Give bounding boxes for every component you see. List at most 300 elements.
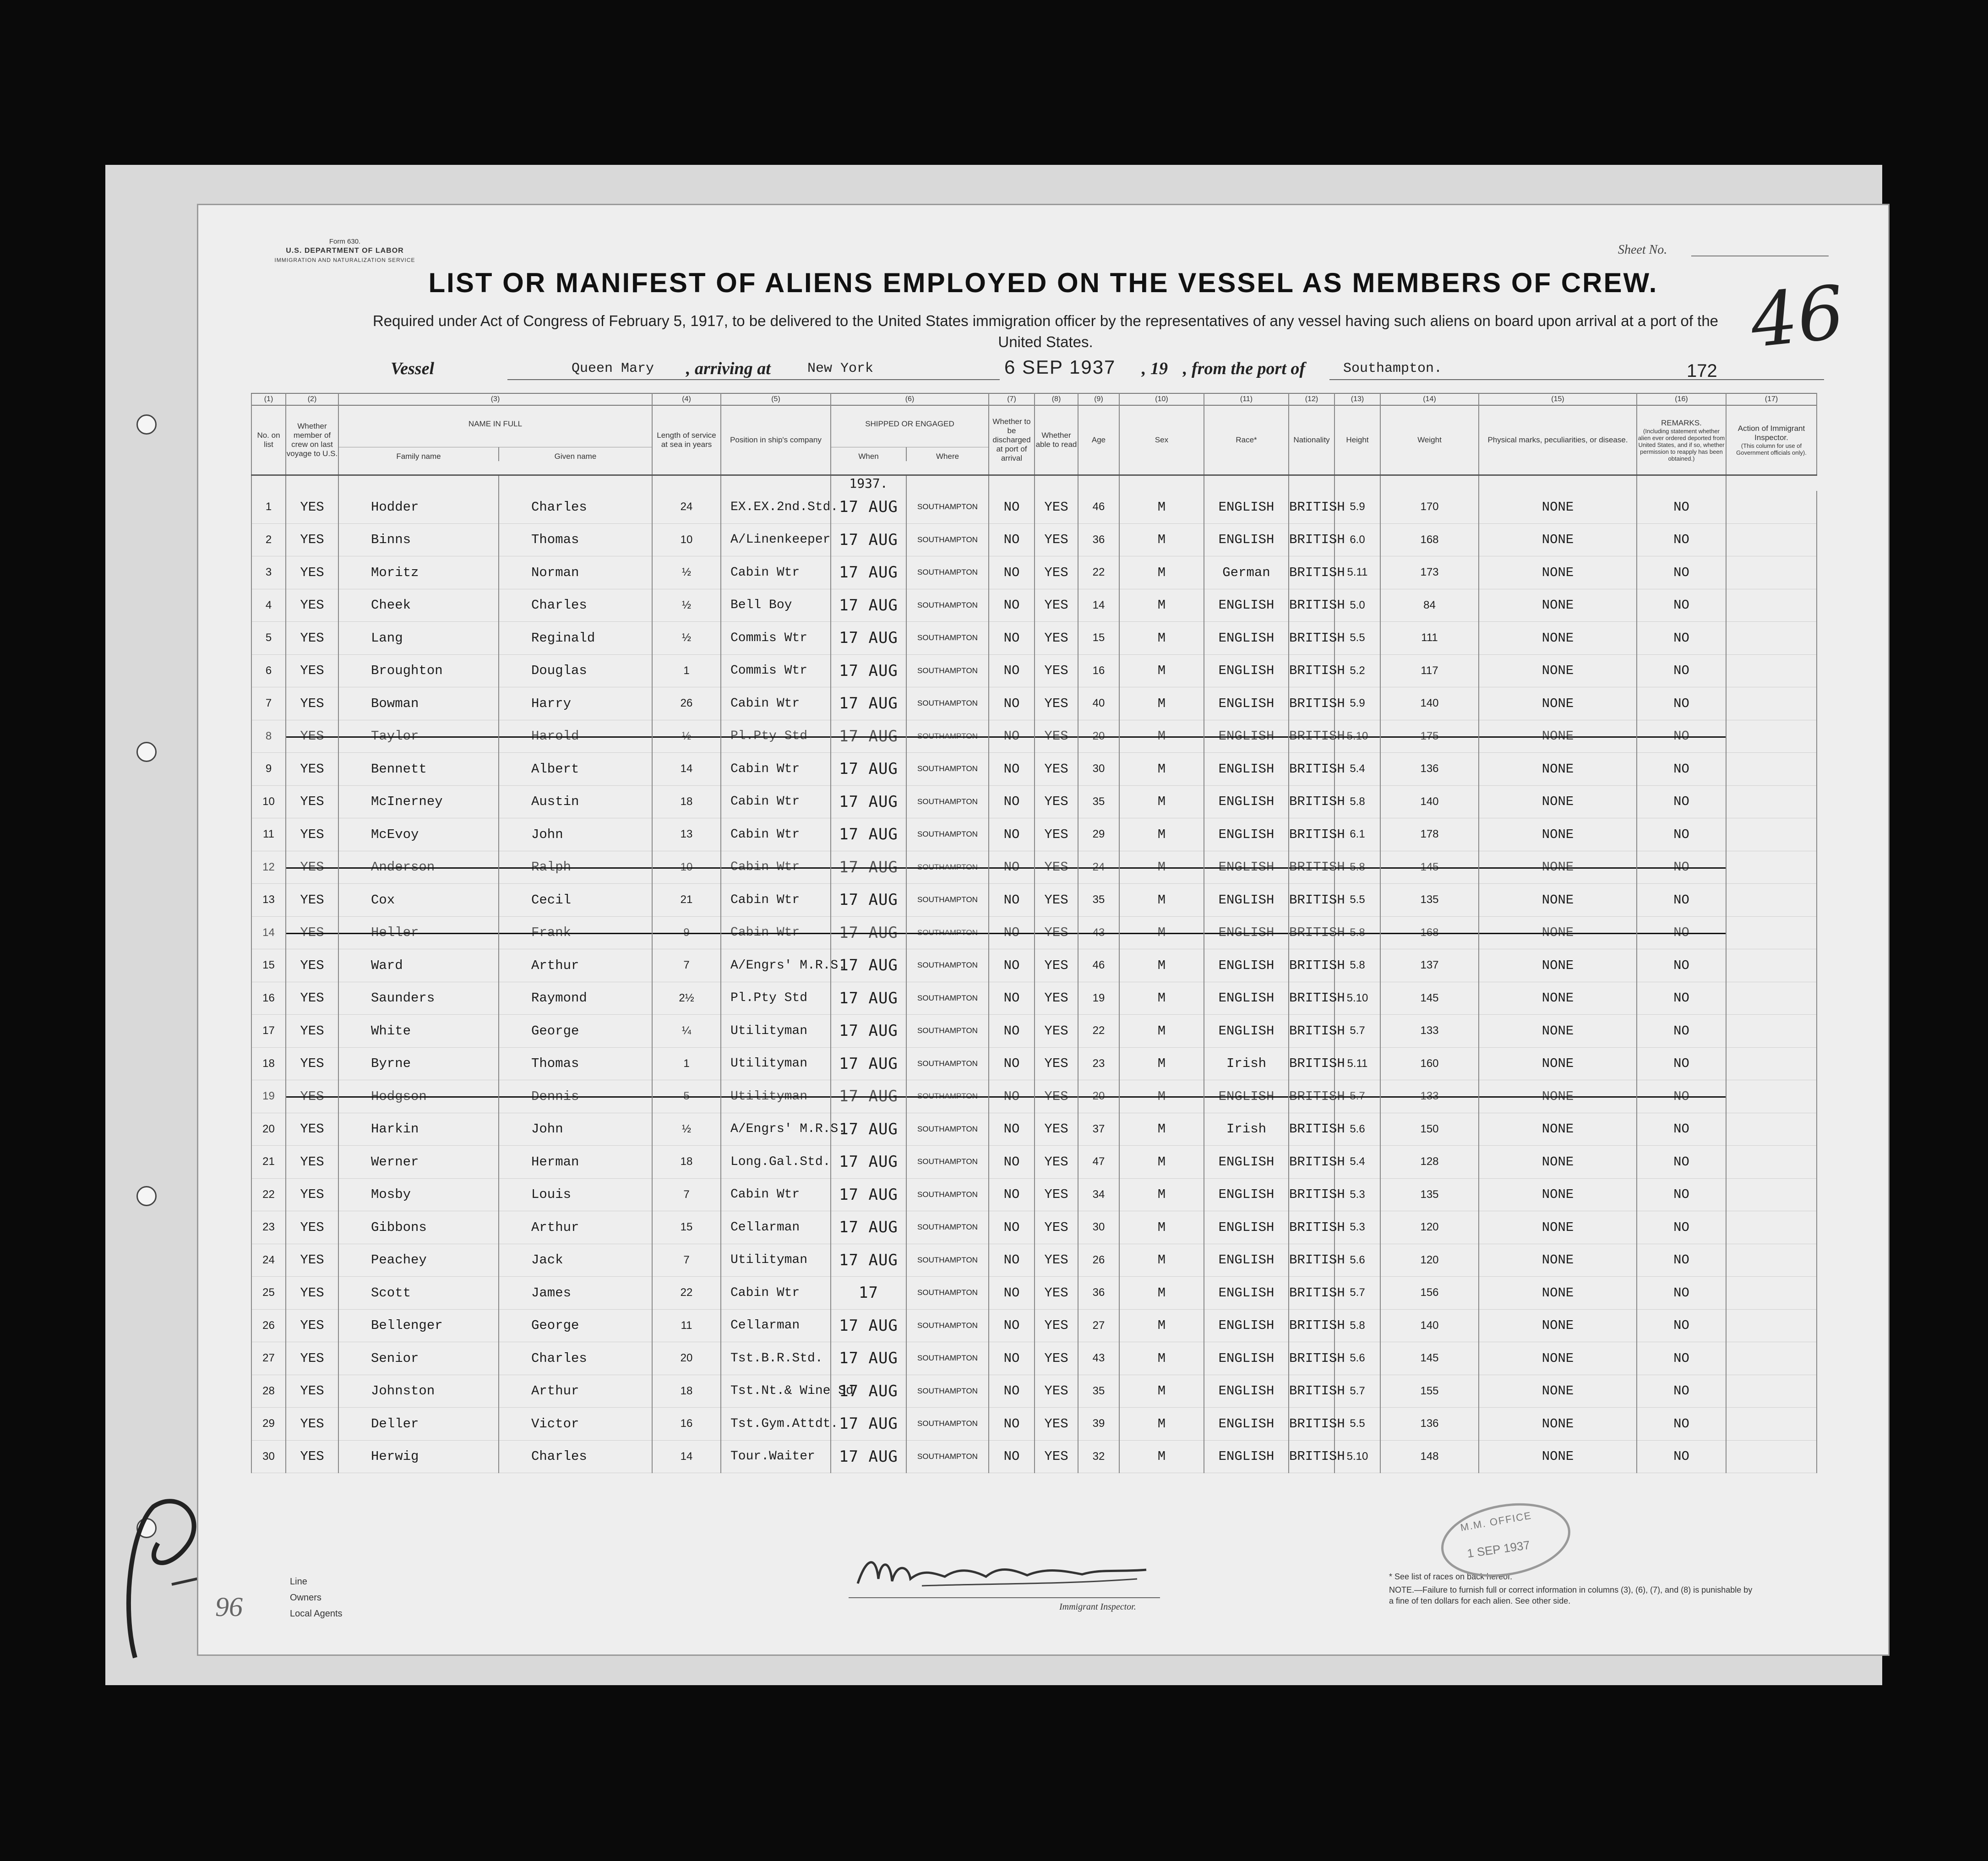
remarks-cell: NO xyxy=(1637,556,1726,589)
header-able-to-read: Whether able to read xyxy=(1035,405,1078,475)
height-cell: 5.3 xyxy=(1334,1178,1380,1211)
row-number-cell: 4 xyxy=(251,589,286,622)
race-cell: ENGLISH xyxy=(1204,1277,1289,1310)
family-name-cell: Peachey xyxy=(338,1244,499,1277)
position-cell: Utilityman xyxy=(721,1244,831,1277)
nationality-cell: BRITISH xyxy=(1289,884,1334,917)
weight-cell: 160 xyxy=(1380,1047,1479,1080)
sex-cell: M xyxy=(1119,851,1204,884)
height-cell: 5.8 xyxy=(1334,1309,1380,1342)
service-years-cell: ½ xyxy=(652,589,721,622)
given-name-cell: Arthur xyxy=(499,1211,652,1244)
position-cell: Commis Wtr xyxy=(721,654,831,687)
family-name-cell: Cox xyxy=(338,884,499,917)
discharged-cell: NO xyxy=(989,1408,1035,1441)
member-last-voyage-cell: YES xyxy=(286,1015,338,1048)
arrival-port-field xyxy=(807,361,1000,380)
given-name-cell: Raymond xyxy=(499,982,652,1015)
office-stamp-date: 1 SEP 1937 xyxy=(1466,1538,1531,1561)
member-last-voyage-cell: YES xyxy=(286,556,338,589)
weight-cell: 150 xyxy=(1380,1113,1479,1146)
height-cell: 5.10 xyxy=(1334,1440,1380,1473)
nationality-cell: BRITISH xyxy=(1289,589,1334,622)
weight-cell: 175 xyxy=(1380,720,1479,753)
race-cell: ENGLISH xyxy=(1204,1309,1289,1342)
age-cell: 43 xyxy=(1078,1342,1119,1375)
age-cell: 24 xyxy=(1078,851,1119,884)
remarks-cell: NO xyxy=(1637,523,1726,556)
discharged-cell: NO xyxy=(989,1211,1035,1244)
member-last-voyage-cell: YES xyxy=(286,1047,338,1080)
physical-marks-cell: NONE xyxy=(1479,949,1637,982)
height-cell: 6.0 xyxy=(1334,523,1380,556)
race-cell: ENGLISH xyxy=(1204,884,1289,917)
age-cell: 43 xyxy=(1078,916,1119,949)
member-last-voyage-cell: YES xyxy=(286,785,338,818)
shipped-where-cell: SOUTHAMPTON xyxy=(906,1113,989,1146)
sex-cell: M xyxy=(1119,556,1204,589)
shipped-when-cell: 17 AUG xyxy=(831,884,906,917)
remarks-cell: NO xyxy=(1637,1408,1726,1441)
table-row xyxy=(251,622,1817,655)
header-remarks-note: (Including statement whether alien ever ordered deported from United States, and if so, whether permission to reapply has been obtained.) xyxy=(1638,427,1725,462)
row-number-cell: 22 xyxy=(251,1178,286,1211)
shipped-when-cell: 17 AUG xyxy=(831,1113,906,1146)
race-cell: ENGLISH xyxy=(1204,654,1289,687)
shipped-where-cell: SOUTHAMPTON xyxy=(906,1408,989,1441)
row-number-cell: 29 xyxy=(251,1408,286,1441)
header-age: Age xyxy=(1078,405,1119,475)
shipped-when-cell: 17 AUG xyxy=(831,523,906,556)
age-cell: 39 xyxy=(1078,1408,1119,1441)
service-years-cell: 1 xyxy=(652,1047,721,1080)
race-cell: ENGLISH xyxy=(1204,1146,1289,1179)
inspector-action-cell xyxy=(1726,491,1817,523)
given-name-cell: Douglas xyxy=(499,654,652,687)
shipped-where-cell: SOUTHAMPTON xyxy=(906,785,989,818)
given-name-cell: Charles xyxy=(499,491,652,523)
year-heading: 1937. xyxy=(831,475,906,491)
service-years-cell: 7 xyxy=(652,1244,721,1277)
height-cell: 5.4 xyxy=(1334,1146,1380,1179)
family-name-cell: White xyxy=(338,1015,499,1048)
physical-marks-cell: NONE xyxy=(1479,884,1637,917)
shipped-where-cell: SOUTHAMPTON xyxy=(906,949,989,982)
row-number-cell: 13 xyxy=(251,884,286,917)
member-last-voyage-cell: YES xyxy=(286,753,338,786)
remarks-cell: NO xyxy=(1637,1047,1726,1080)
age-cell: 46 xyxy=(1078,491,1119,523)
nationality-cell: BRITISH xyxy=(1289,1342,1334,1375)
nationality-cell: BRITISH xyxy=(1289,1080,1334,1113)
able-to-read-cell: YES xyxy=(1035,1146,1078,1179)
table-row xyxy=(251,687,1817,720)
table-row xyxy=(251,720,1817,753)
table-row xyxy=(251,1211,1817,1244)
inspector-caption: Immigrant Inspector. xyxy=(1059,1602,1136,1612)
service-years-cell: 24 xyxy=(652,491,721,523)
given-name-cell: Harry xyxy=(499,687,652,720)
column-number: (7) xyxy=(989,393,1035,405)
inspector-action-cell xyxy=(1726,1113,1817,1146)
shipped-where-cell: SOUTHAMPTON xyxy=(906,884,989,917)
inspector-action-cell xyxy=(1726,1309,1817,1342)
position-cell: Cabin Wtr xyxy=(721,556,831,589)
inspector-action-cell xyxy=(1726,1047,1817,1080)
inspector-action-cell xyxy=(1726,687,1817,720)
handwritten-sheet-number: 46 xyxy=(1746,269,1848,365)
height-cell: 5.6 xyxy=(1334,1342,1380,1375)
inspector-action-cell xyxy=(1726,753,1817,786)
header-shipped-or-engaged xyxy=(831,405,989,475)
nationality-cell: BRITISH xyxy=(1289,687,1334,720)
nationality-cell: BRITISH xyxy=(1289,851,1334,884)
nationality-cell: BRITISH xyxy=(1289,1178,1334,1211)
table-row xyxy=(251,753,1817,786)
sex-cell: M xyxy=(1119,1047,1204,1080)
service-years-cell: 7 xyxy=(652,949,721,982)
family-name-cell: Cheek xyxy=(338,589,499,622)
punch-hole-icon xyxy=(136,1186,157,1206)
position-cell: Cabin Wtr xyxy=(721,818,831,851)
family-name-cell: Harkin xyxy=(338,1113,499,1146)
age-cell: 22 xyxy=(1078,1015,1119,1048)
member-last-voyage-cell: YES xyxy=(286,687,338,720)
race-cell: ENGLISH xyxy=(1204,785,1289,818)
row-number-cell: 2 xyxy=(251,523,286,556)
departure-port-field xyxy=(1329,361,1824,380)
physical-marks-cell: NONE xyxy=(1479,1342,1637,1375)
family-name-cell: Heller xyxy=(338,916,499,949)
service-years-cell: 14 xyxy=(652,753,721,786)
table-row xyxy=(251,1342,1817,1375)
inspector-action-cell xyxy=(1726,949,1817,982)
family-name-cell: Scott xyxy=(338,1277,499,1310)
race-cell: ENGLISH xyxy=(1204,1244,1289,1277)
discharged-cell: NO xyxy=(989,523,1035,556)
remarks-cell: NO xyxy=(1637,687,1726,720)
member-last-voyage-cell: YES xyxy=(286,884,338,917)
table-row xyxy=(251,1178,1817,1211)
race-cell: ENGLISH xyxy=(1204,1080,1289,1113)
remarks-cell: NO xyxy=(1637,1080,1726,1113)
header-sex: Sex xyxy=(1119,405,1204,475)
row-number-cell: 30 xyxy=(251,1440,286,1473)
arriving-at-label: , arriving at xyxy=(686,359,771,378)
race-cell: Irish xyxy=(1204,1047,1289,1080)
service-years-cell: 9 xyxy=(652,916,721,949)
member-last-voyage-cell: YES xyxy=(286,982,338,1015)
shipped-where-cell: SOUTHAMPTON xyxy=(906,556,989,589)
remarks-cell: NO xyxy=(1637,1113,1726,1146)
family-name-cell: Mosby xyxy=(338,1178,499,1211)
family-name-cell: Senior xyxy=(338,1342,499,1375)
inspector-action-cell xyxy=(1726,1244,1817,1277)
shipped-where-cell: SOUTHAMPTON xyxy=(906,1342,989,1375)
shipped-when-cell: 17 AUG xyxy=(831,687,906,720)
sex-cell: M xyxy=(1119,1440,1204,1473)
sex-cell: M xyxy=(1119,818,1204,851)
weight-cell: 145 xyxy=(1380,1342,1479,1375)
able-to-read-cell: YES xyxy=(1035,556,1078,589)
sex-cell: M xyxy=(1119,884,1204,917)
table-row xyxy=(251,1375,1817,1408)
table-row xyxy=(251,1015,1817,1048)
service-years-cell: ½ xyxy=(652,1113,721,1146)
remarks-cell: NO xyxy=(1637,785,1726,818)
position-cell: Cellarman xyxy=(721,1211,831,1244)
nationality-cell: BRITISH xyxy=(1289,1375,1334,1408)
discharged-cell: NO xyxy=(989,1342,1035,1375)
weight-cell: 84 xyxy=(1380,589,1479,622)
row-number-cell: 24 xyxy=(251,1244,286,1277)
able-to-read-cell: YES xyxy=(1035,949,1078,982)
position-cell: Pl.Pty Std xyxy=(721,720,831,753)
punch-hole-icon xyxy=(136,742,157,762)
page-number: 172 xyxy=(1687,361,1717,381)
shipped-where-cell: SOUTHAMPTON xyxy=(906,982,989,1015)
member-last-voyage-cell: YES xyxy=(286,1113,338,1146)
height-cell: 5.6 xyxy=(1334,1244,1380,1277)
able-to-read-cell: YES xyxy=(1035,1211,1078,1244)
nationality-cell: BRITISH xyxy=(1289,1015,1334,1048)
service-years-cell: 2½ xyxy=(652,982,721,1015)
inspector-action-cell xyxy=(1726,1277,1817,1310)
service-years-cell: 26 xyxy=(652,687,721,720)
age-cell: 22 xyxy=(1078,556,1119,589)
shipped-where-cell: SOUTHAMPTON xyxy=(906,1015,989,1048)
discharged-cell: NO xyxy=(989,720,1035,753)
sex-cell: M xyxy=(1119,523,1204,556)
service-years-cell: ½ xyxy=(652,622,721,655)
weight-cell: 111 xyxy=(1380,622,1479,655)
owners-label: Owners xyxy=(290,1593,321,1603)
sex-cell: M xyxy=(1119,1244,1204,1277)
nationality-cell: BRITISH xyxy=(1289,720,1334,753)
sex-cell: M xyxy=(1119,982,1204,1015)
sex-cell: M xyxy=(1119,753,1204,786)
inspector-action-cell xyxy=(1726,1146,1817,1179)
column-number: (4) xyxy=(652,393,721,405)
weight-cell: 168 xyxy=(1380,523,1479,556)
nationality-cell: BRITISH xyxy=(1289,1113,1334,1146)
sex-cell: M xyxy=(1119,687,1204,720)
header-given-name: Given name xyxy=(498,447,652,461)
weight-cell: 137 xyxy=(1380,949,1479,982)
position-cell: Cabin Wtr xyxy=(721,916,831,949)
given-name-cell: Charles xyxy=(499,1440,652,1473)
race-cell: ENGLISH xyxy=(1204,1342,1289,1375)
race-cell: ENGLISH xyxy=(1204,818,1289,851)
remarks-cell: NO xyxy=(1637,654,1726,687)
shipped-when-cell: 17 AUG xyxy=(831,622,906,655)
shipped-when-cell: 17 AUG xyxy=(831,1178,906,1211)
position-cell: Cabin Wtr xyxy=(721,851,831,884)
height-cell: 5.7 xyxy=(1334,1375,1380,1408)
race-cell: ENGLISH xyxy=(1204,1440,1289,1473)
sex-cell: M xyxy=(1119,1113,1204,1146)
remarks-cell: NO xyxy=(1637,884,1726,917)
header-remarks xyxy=(1637,405,1726,475)
age-cell: 40 xyxy=(1078,687,1119,720)
able-to-read-cell: YES xyxy=(1035,1113,1078,1146)
service-years-cell: 18 xyxy=(652,1146,721,1179)
discharged-cell: NO xyxy=(989,687,1035,720)
row-number-cell: 1 xyxy=(251,491,286,523)
shipped-when-cell: 17 AUG xyxy=(831,785,906,818)
service-years-cell: 13 xyxy=(652,818,721,851)
header-where: Where xyxy=(906,447,988,461)
shipped-when-cell: 17 AUG xyxy=(831,654,906,687)
member-last-voyage-cell: YES xyxy=(286,818,338,851)
member-last-voyage-cell: YES xyxy=(286,654,338,687)
member-last-voyage-cell: YES xyxy=(286,720,338,753)
shipped-where-cell: SOUTHAMPTON xyxy=(906,818,989,851)
physical-marks-cell: NONE xyxy=(1479,916,1637,949)
remarks-cell: NO xyxy=(1637,589,1726,622)
race-cell: ENGLISH xyxy=(1204,1015,1289,1048)
member-last-voyage-cell: YES xyxy=(286,851,338,884)
age-cell: 15 xyxy=(1078,622,1119,655)
discharged-cell: NO xyxy=(989,1277,1035,1310)
physical-marks-cell: NONE xyxy=(1479,1408,1637,1441)
row-number-cell: 18 xyxy=(251,1047,286,1080)
position-cell: Utilityman xyxy=(721,1080,831,1113)
row-number-cell: 3 xyxy=(251,556,286,589)
age-cell: 16 xyxy=(1078,654,1119,687)
able-to-read-cell: YES xyxy=(1035,1277,1078,1310)
given-name-cell: George xyxy=(499,1015,652,1048)
position-cell: A/Engrs' M.R.S. xyxy=(721,949,831,982)
nationality-cell: BRITISH xyxy=(1289,949,1334,982)
table-row xyxy=(251,1113,1817,1146)
physical-marks-cell: NONE xyxy=(1479,1375,1637,1408)
nationality-cell: BRITISH xyxy=(1289,1408,1334,1441)
able-to-read-cell: YES xyxy=(1035,753,1078,786)
member-last-voyage-cell: YES xyxy=(286,1211,338,1244)
age-cell: 36 xyxy=(1078,1277,1119,1310)
family-name-cell: Herwig xyxy=(338,1440,499,1473)
physical-marks-cell: NONE xyxy=(1479,1015,1637,1048)
physical-marks-cell: NONE xyxy=(1479,720,1637,753)
inspector-action-cell xyxy=(1726,1375,1817,1408)
member-last-voyage-cell: YES xyxy=(286,523,338,556)
weight-cell: 173 xyxy=(1380,556,1479,589)
table-row xyxy=(251,654,1817,687)
given-name-cell: Thomas xyxy=(499,523,652,556)
given-name-cell: Charles xyxy=(499,1342,652,1375)
shipped-where-cell: SOUTHAMPTON xyxy=(906,851,989,884)
age-cell: 14 xyxy=(1078,589,1119,622)
row-number-cell: 8 xyxy=(251,720,286,753)
shipped-when-cell: 17 AUG xyxy=(831,1211,906,1244)
vessel-label: Vessel xyxy=(391,359,434,378)
given-name-cell: Austin xyxy=(499,785,652,818)
age-cell: 26 xyxy=(1078,1244,1119,1277)
discharged-cell: NO xyxy=(989,818,1035,851)
member-last-voyage-cell: YES xyxy=(286,1408,338,1441)
shipped-when-cell: 17 xyxy=(831,1277,906,1310)
given-name-cell: George xyxy=(499,1309,652,1342)
given-name-cell: Harold xyxy=(499,720,652,753)
height-cell: 5.7 xyxy=(1334,1015,1380,1048)
nationality-cell: BRITISH xyxy=(1289,916,1334,949)
row-number-cell: 15 xyxy=(251,949,286,982)
age-cell: 29 xyxy=(1078,818,1119,851)
physical-marks-cell: NONE xyxy=(1479,1178,1637,1211)
column-number: (15) xyxy=(1479,393,1637,405)
position-cell: Tour.Waiter xyxy=(721,1440,831,1473)
discharged-cell: NO xyxy=(989,622,1035,655)
weight-cell: 145 xyxy=(1380,851,1479,884)
height-cell: 5.0 xyxy=(1334,589,1380,622)
age-cell: 35 xyxy=(1078,785,1119,818)
sheet-number-label: Sheet No. xyxy=(1618,243,1667,257)
discharged-cell: NO xyxy=(989,1146,1035,1179)
shipped-when-cell: 17 AUG xyxy=(831,753,906,786)
discharged-cell: NO xyxy=(989,884,1035,917)
given-name-cell: Victor xyxy=(499,1408,652,1441)
header-race: Race* xyxy=(1204,405,1289,475)
able-to-read-cell: YES xyxy=(1035,1047,1078,1080)
able-to-read-cell: YES xyxy=(1035,687,1078,720)
race-cell: ENGLISH xyxy=(1204,720,1289,753)
inspector-action-cell xyxy=(1726,1342,1817,1375)
member-last-voyage-cell: YES xyxy=(286,916,338,949)
row-number-cell: 25 xyxy=(251,1277,286,1310)
age-cell: 30 xyxy=(1078,1211,1119,1244)
arrival-port: New York xyxy=(807,361,874,376)
position-cell: Commis Wtr xyxy=(721,622,831,655)
physical-marks-cell: NONE xyxy=(1479,818,1637,851)
table-row xyxy=(251,1440,1817,1473)
age-cell: 30 xyxy=(1078,753,1119,786)
shipped-where-cell: SOUTHAMPTON xyxy=(906,1047,989,1080)
service-years-cell: ¼ xyxy=(652,1015,721,1048)
able-to-read-cell: YES xyxy=(1035,916,1078,949)
shipped-where-cell: SOUTHAMPTON xyxy=(906,720,989,753)
shipped-where-cell: SOUTHAMPTON xyxy=(906,654,989,687)
discharged-cell: NO xyxy=(989,1244,1035,1277)
member-last-voyage-cell: YES xyxy=(286,1277,338,1310)
table-row xyxy=(251,851,1817,884)
height-cell: 5.9 xyxy=(1334,687,1380,720)
discharged-cell: NO xyxy=(989,916,1035,949)
column-number: (8) xyxy=(1035,393,1078,405)
remarks-cell: NO xyxy=(1637,1342,1726,1375)
physical-marks-cell: NONE xyxy=(1479,1244,1637,1277)
family-name-cell: Bowman xyxy=(338,687,499,720)
header-no-on-list: No. on list xyxy=(251,405,286,475)
remarks-cell: NO xyxy=(1637,916,1726,949)
family-name-cell: Bellenger xyxy=(338,1309,499,1342)
race-cell: ENGLISH xyxy=(1204,1375,1289,1408)
able-to-read-cell: YES xyxy=(1035,1342,1078,1375)
header-weight: Weight xyxy=(1380,405,1479,475)
position-cell: Utilityman xyxy=(721,1047,831,1080)
row-number-cell: 23 xyxy=(251,1211,286,1244)
race-cell: ENGLISH xyxy=(1204,982,1289,1015)
member-last-voyage-cell: YES xyxy=(286,1146,338,1179)
column-number: (13) xyxy=(1334,393,1380,405)
family-name-cell: Bennett xyxy=(338,753,499,786)
race-cell: ENGLISH xyxy=(1204,916,1289,949)
column-number: (9) xyxy=(1078,393,1119,405)
nationality-cell: BRITISH xyxy=(1289,982,1334,1015)
service-years-cell: ½ xyxy=(652,720,721,753)
sex-cell: M xyxy=(1119,785,1204,818)
row-number-cell: 21 xyxy=(251,1146,286,1179)
